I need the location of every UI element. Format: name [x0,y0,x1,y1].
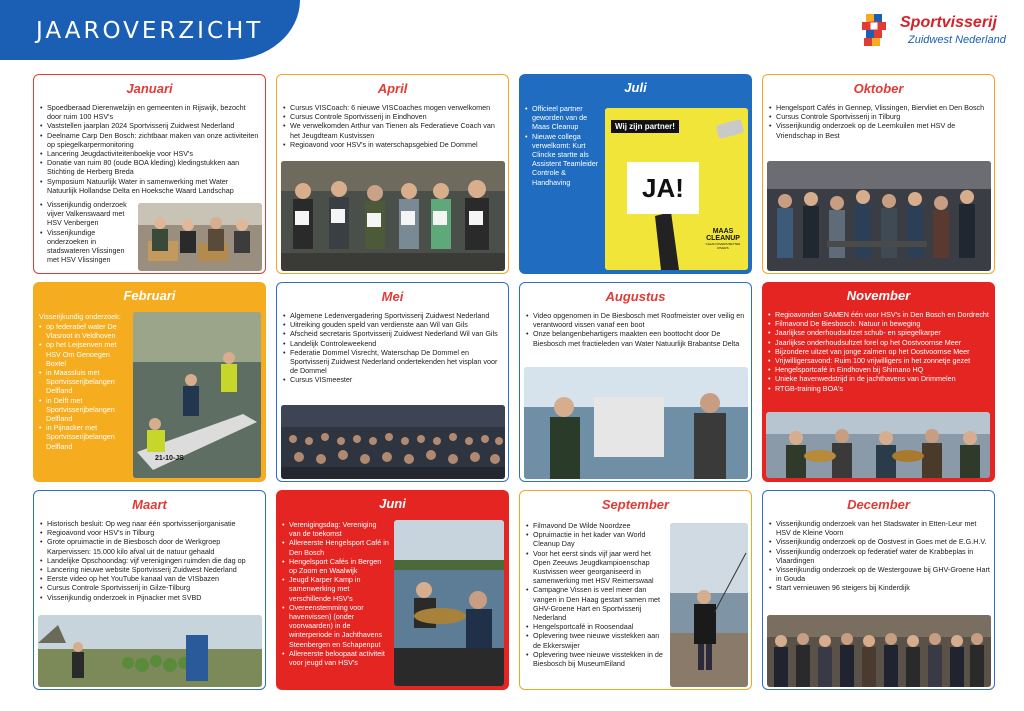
list-item: • Voor het eerst sinds vijf jaar werd het Open Zeeuws Jeugdkampioenschap Kustvissen weer georganiseerd in samenwerking met HSV Reimerswaal [526,549,668,586]
list-item: • Hengelsport Cafés in Gennep, Vlissingen, Biervliet en Den Bosch [769,103,991,112]
list-item: • Regioavond voor HSV's in Tilburg [40,528,262,537]
list-item: • Grote opruimactie in de Biesbosch door de Werkgroep Karpervissen: 15.000 kilo afval uit de natuur gehaald [40,537,262,555]
item-list [526,521,668,668]
list-item: • Landelijke Opschoondag: vijf verenigingen ruimden die dag op [40,556,262,565]
list-item: • Cursus VISmeester [283,375,505,384]
page-title: JAAROVERZICHT [36,18,264,44]
photo-biesbosch-cleanup [38,615,262,687]
card-mei [276,282,509,482]
card-september [519,490,752,690]
item-list [40,103,260,195]
item-list [40,200,136,264]
brand-logo [860,12,1010,56]
list-item: • Cursus VISCoach: 6 nieuwe VISCoaches mogen verwelkomen [283,103,505,112]
photo-youth-carp-camp [394,520,504,686]
list-item: • Visserijkundig onderzoek in Pijnacker met SVBD [40,593,262,602]
month-title: Februari [123,288,176,303]
list-item: • Opruimactie in het kader van World Cleanup Day [526,530,668,548]
list-item: • op het Leijsenven met HSV Om Genoegen Boxtel [39,340,131,368]
list-item: • Campagne Vissen is veel meer dan vangen in Den Haag gestart samen met GHV-Groene Hart en Sportvisserij Nederland [526,585,668,622]
item-list [768,310,990,393]
logo-mark-icon [860,12,894,50]
item-list [283,311,505,385]
list-item: • Visserijkundig onderzoek op de Oostvest in Goes met de E.G.H.V. [769,537,991,546]
list-item: • Deelname Carp Den Bosch: zichtbaar maken van onze activiteiten op spiegelkarpermonitoring [40,131,260,149]
list-item: • in Delft met Sportvisserijbelangen Delfland [39,396,131,424]
list-item: • Cursus Controle Sportvisserij in Gilze-Tilburg [40,583,262,592]
list-item: • Start vernieuwen 96 steigers bij Kinderdijk [769,583,991,592]
page-header [0,0,1024,62]
maas-cleanup-tagline: CLEAN RIVERS BETTER RIVERS [705,242,741,250]
list-item: • Visserijkundig onderzoek vijver Valkenswaard met HSV Venbergen [40,200,136,228]
item-list [39,322,131,451]
list-item: • Lancering Jeugdactiviteitenboekje voor HSV's [40,149,260,158]
list-item: • Jaarlijkse onderhoudsultzet schub- en spiegelkarper [768,328,990,337]
photo-viscoach-group [281,161,505,271]
list-item: • Vaststellen jaarplan 2024 Sportvisserij Zuidwest Nederland [40,121,260,130]
photo-hengelsport-cafe [767,161,991,271]
list-item: • in Pijnacker met Sportvisserijbelangen Delfland [39,423,131,451]
list-item: • op federatief water De Vlasroot in Veldhoven [39,322,131,340]
card-november [762,282,995,482]
month-title: Januari [126,81,173,96]
list-item: • Video opgenomen in De Biesbosch met Roofmeister over veilig en verantwoord vissen vanaf een boot [526,311,748,329]
list-item: • Federatie Dommel Visrecht, Waterschap De Dommel en Sportvisserij Zuidwest Nederland ondertekenden het visplan voor de Dommel [283,348,505,376]
list-item: • Nieuwe collega verwelkomt: Kurt Clincke startte als Assistent Teamleider Controle & Handhaving [525,132,601,187]
photo-biesbosch-boat-tour [524,367,748,479]
month-title: September [601,497,670,512]
list-item: • Donatie van ruim 80 (oude BOA kleding) kledingstukken aan Stichting de Herberg Breda [40,158,260,176]
list-item: • RTGB-training BOA's [768,384,990,393]
list-item: • Onze belangenbehartigers maakten een boottocht door De Biesbosch met fractieleden van Water Natuurlijk Brabantse Delta [526,329,748,347]
list-item: • Allereerste beloopaat activiteit voor jeugd van HSV's [282,649,390,667]
month-title: Augustus [605,289,666,304]
list-item: • Vrijwilligersavond: Ruim 100 vrijwilligers in het zonnetje gezet [768,356,990,365]
list-item: • Cursus Controle Sportvisserij in Tilburg [769,112,991,121]
list-item: • Cursus Controle Sportvisserij in Eindhoven [283,112,505,121]
list-item: • Uitreiking gouden speld van verdienste aan Wil van Gils [283,320,505,329]
item-list [526,311,748,348]
list-item: • Spoedberaad Dierenwelzijn en gemeenten in Rijswijk, bezocht door ruim 100 HSV's [40,103,260,121]
list-item: • Regioavonden SAMEN één voor HSV's in Den Bosch en Dordrecht [768,310,990,319]
photo-volunteers-with-boxes [138,203,262,271]
boat-number: 21-10-JS [155,455,184,462]
maas-cleanup-name: MAAS CLEANUP [706,228,740,242]
month-title: November [846,288,911,303]
card-juni [276,490,509,690]
list-item: • Unieke havenwedstrijd in de jachthavens van Drimmelen [768,374,990,383]
list-item: • Eerste video op het YouTube kanaal van de VISbazen [40,574,262,583]
month-title: Oktober [853,81,904,96]
list-item: • Visserijkundig onderzoek op de Westergouwe bij GHV-Groene Hart in Gouda [769,565,991,583]
photo-members-meeting [281,405,505,479]
list-item: • We verwelkomden Arthur van Tienen als Federatieve Coach van het Jeugdteam Kustvissen [283,121,505,139]
list-item: • Filmavond De Wilde Noordzee [526,521,668,530]
logo-subtitle: Zuidwest Nederland [908,34,1006,46]
list-item: • Oplevering twee nieuwe visstekken aan de Ekkerswijer [526,631,668,649]
list-item: • Jeugd Karper Kamp in samenwerking met verschillende HSV's [282,575,390,603]
list-item: • Jaarlijkse onderhoudsultzet forel op het Oostvoornse Meer [768,338,990,347]
februari-intro: Visserijkundig onderzoek: [39,312,121,321]
card-maart [33,490,266,690]
logo-name: Sportvisserij [900,14,997,31]
card-januari [33,74,266,274]
list-item: • Visserijkundig onderzoek op de Leemkuilen met HSV de Vriendschap in Best [769,121,991,139]
item-list [283,103,505,149]
list-item: • Hengelsportcafé in Eindhoven bij Shimano HQ [768,365,990,374]
list-item: • Afscheid secretaris Sportvisserij Zuidwest Nederland Wil van Gils [283,329,505,338]
list-item: • Lancering nieuwe website Sportvisserij Zuidwest Nederland [40,565,262,574]
card-oktober [762,74,995,274]
list-item: • Officieel partner geworden van de Maas Cleanup [525,104,601,132]
card-augustus [519,282,752,482]
photo-team-group [767,615,991,687]
card-april [276,74,509,274]
photo-carp-stocking [766,412,990,478]
list-item: • Visserijkundig onderzoek op federatief water de Krabbeplas in Vlaardingen [769,547,991,565]
month-title: April [377,81,408,96]
list-item: • in Maassluis met Sportvisserijbelangen Delfland [39,368,131,396]
list-item: • Oplevering twee nieuwe visstekken in de Biesbosch bij MuseumEiland [526,650,668,668]
item-list [282,520,390,667]
list-item: • Bijzondere uitzet van jonge zalmen op het Oostvoornse Meer [768,347,990,356]
list-item: • Filmavond De Biesbosch: Natuur in beweging [768,319,990,328]
month-title: Maart [132,497,167,512]
card-december [762,490,995,690]
list-item: • Overeenstemming voor havenvissen) (onder voorwaarden) in de winterperiode in Jachthavens Steenbergen en Schapenput [282,603,390,649]
card-februari [33,282,266,482]
maas-cleanup-logo [701,228,745,250]
list-item: • Visserijkundige onderzoeken in stadswateren Vlissingen met HSV Vlissingen [40,228,136,265]
list-item: • Landelijk Controleweekend [283,339,505,348]
list-item: • Hengelsport Cafés in Bergen op Zoom en Waalwijk [282,557,390,575]
partner-badge: Wij zijn partner! [611,120,679,133]
card-juli [519,74,752,274]
item-list [769,519,991,593]
list-item: • Visserijkundig onderzoek van het Stadswater in Etten-Leur met HSV de Kleine Voorn [769,519,991,537]
list-item: • Historisch besluit: Op weg naar één sportvisserijorganisatie [40,519,262,528]
list-item: • Verenigingsdag: Vereniging van de toekomst [282,520,390,538]
month-title: December [847,497,910,512]
item-list [769,103,991,140]
month-title: Juli [624,80,647,95]
month-title: Mei [381,289,404,304]
photo-fish-survey-boat [133,312,261,478]
photo-maas-cleanup-partner [605,108,748,270]
list-item: • Symposium Natuurlijk Water in samenwerking met Water Natuurlijk Hollandse Delta en Hoeksche Waard Landschap [40,177,260,195]
list-item: • Hengelsportcafé in Roosendaal [526,622,668,631]
list-item: • Allereerste Hengelsport Café in Den Bosch [282,538,390,556]
month-title: Juni [379,496,406,511]
photo-coastal-angler [670,523,748,687]
list-item: • Algemene Ledenvergadering Sportvisserij Zuidwest Nederland [283,311,505,320]
item-list [40,519,262,602]
ja-sign: JA! [627,162,699,214]
list-item: • Regioavond voor HSV's in waterschapsgebied De Dommel [283,140,505,149]
item-list [525,104,601,187]
